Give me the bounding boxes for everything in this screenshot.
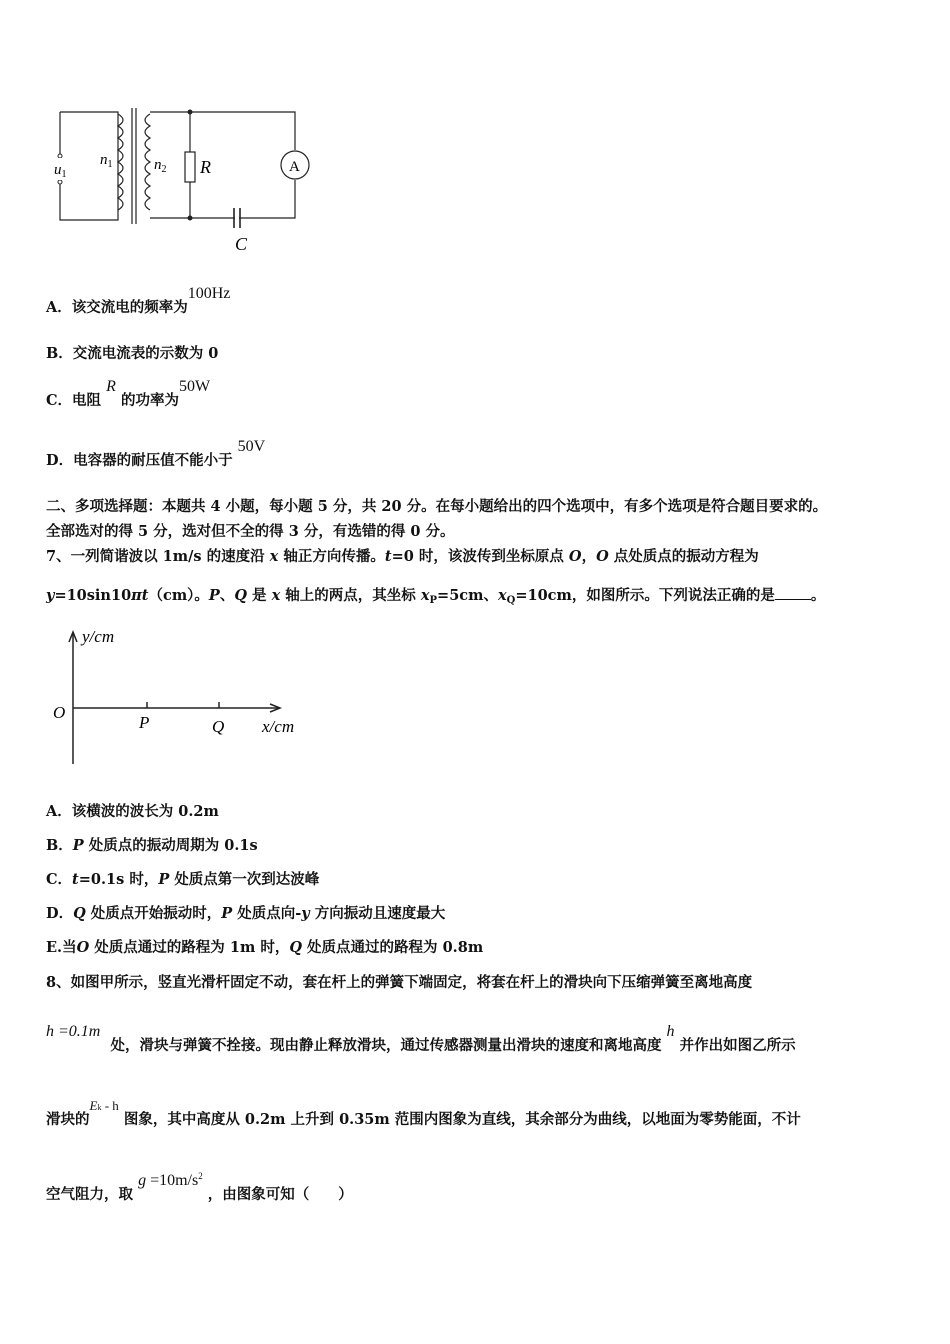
x-axis-label: x/cm <box>262 717 295 736</box>
u1-label: $u_1$ <box>54 162 67 180</box>
q6-option-d: D．电容器的耐压值不能小于 50V <box>46 438 266 469</box>
g-equation: =10m/s <box>146 1172 199 1189</box>
q6-option-a: A．该交流电的频率为100Hz <box>46 285 231 316</box>
primary-coil <box>118 114 123 210</box>
q8-stem-line4: 空气阻力，取 $g =10m/s^2$ ，由图象可知（ ） <box>46 1171 353 1203</box>
q7-stem-line2: y=10sin10πt（cm）。P、Q 是 x 轴上的两点，其坐标 $x_P=5cm$、$x_Q=10cm$，如图所示。下列说法正确的是 。 <box>46 587 826 606</box>
q7-stem-line1: 7、一列简谐波以 1m/s 的速度沿 x 轴正方向传播。t=0 时，该波传到坐标原点 O，O 点处质点的振动方程为 <box>46 548 759 565</box>
q7-option-e: E.当O 处质点通过的路程为 1m 时，Q 处质点通过的路程为 0.8m <box>46 939 484 956</box>
c-label: C <box>235 234 248 254</box>
q6-option-c: C．电阻 R 的功率为50W <box>46 378 211 409</box>
q7-option-a: A．该横波的波长为 0.2m <box>46 803 219 820</box>
answer-blank <box>775 585 811 600</box>
y-axis-label: y/cm <box>82 627 115 646</box>
secondary-top-wire <box>150 112 295 150</box>
q6-option-b: B．交流电流表的示数为 0 <box>46 345 219 362</box>
q8-stem-line3: 滑块的Ek - h 图象，其中高度从 0.2m 上升到 0.35m 范围内图象为直线，其余部分为曲线，以地面为零势能面，不计 <box>46 1098 801 1128</box>
section2-header-line1: 二、多项选择题：本题共 4 小题，每小题 5 分，共 20 分。在每小题给出的四个选项中，有多个选项是符合题目要求的。 <box>46 498 828 515</box>
r-label: R <box>200 157 211 177</box>
q8-stem-line1: 8、如图甲所示，竖直光滑杆固定不动，套在杆上的弹簧下端固定，将套在杆上的滑块向下压缩弹簧至离地高度 <box>46 974 753 991</box>
q8-stem-line2: h =0.1m 处，滑块与弹簧不拴接。现由静止释放滑块，通过传感器测量出滑块的速度和离地高度 h 并作出如图乙所示 <box>46 1023 796 1054</box>
ammeter-label: A <box>289 159 300 175</box>
resistor-symbol <box>185 152 195 182</box>
p-label: P <box>139 713 150 732</box>
n2-label: $n_2$ <box>154 157 167 175</box>
q-label: Q <box>212 717 225 736</box>
transformer-circuit-diagram <box>50 100 320 260</box>
wave-axis-graph <box>50 622 310 772</box>
origin-label: O <box>53 703 66 722</box>
secondary-bottom-wire <box>150 180 295 218</box>
q7-option-d: D．Q 处质点开始振动时，P 处质点向-y 方向振动且速度最大 <box>46 905 446 922</box>
q7-option-b: B．P 处质点的振动周期为 0.1s <box>46 837 258 854</box>
section2-header-line2: 全部选对的得 5 分，选对但不全的得 3 分，有选错的得 0 分。 <box>46 523 455 540</box>
secondary-coil <box>145 114 150 210</box>
n1-label: $n_1$ <box>100 152 113 170</box>
q7-option-c: C．t=0.1s 时，P 处质点第一次到达波峰 <box>46 871 320 888</box>
